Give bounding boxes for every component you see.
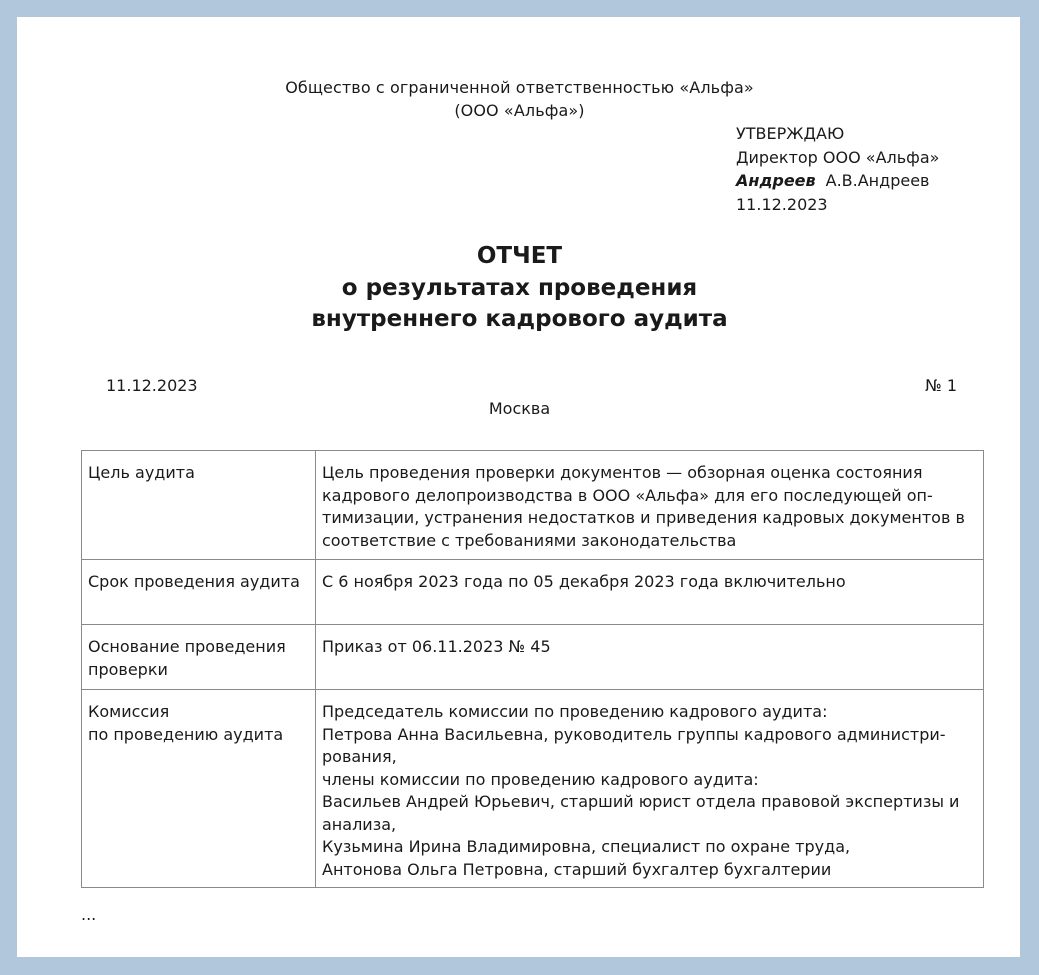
row-label xyxy=(82,690,316,888)
row-value: Цель проведения проверки документов — обзорная оценка состояния кадрового делопроизводства в ООО «Альфа» для его последующей оптимизации, устранения недостатков и приведения кадровых документов в соответствие с требованиями законодательства xyxy=(316,451,984,560)
row-label-line: Комиссия xyxy=(88,702,170,721)
document-number: № 1 xyxy=(925,376,957,395)
commission-member-line: Петрова Анна Васильевна, руководитель группы кадрового администри-рования, xyxy=(322,724,946,766)
row-label-line: по проведению аудита xyxy=(88,724,284,744)
row-value: Приказ от 06.11.2023 № 45 xyxy=(316,625,984,690)
table-row xyxy=(82,560,984,625)
document-title xyxy=(0,241,1039,336)
row-label: Срок проведения аудита xyxy=(82,560,316,625)
approval-block xyxy=(736,122,939,216)
continuation-ellipsis: ... xyxy=(81,905,97,924)
row-value: С 6 ноября 2023 года по 05 декабря 2023 года включительно xyxy=(316,560,984,625)
commission-member-line: Кузьмина Ирина Владимировна, специалист по охране труда, xyxy=(322,837,851,856)
row-label: Цель аудита xyxy=(82,451,316,560)
commission-member-line: Васильев Андрей Юрьевич, старший юрист отдела правовой экспертизы и анализа, xyxy=(322,792,960,834)
title-line-2: о результатах проведения xyxy=(341,274,698,301)
commission-member-line: члены комиссии по проведению кадрового аудита: xyxy=(322,769,759,789)
title-line-3: внутреннего кадрового аудита xyxy=(311,306,728,332)
title-line-1: ОТЧЕТ xyxy=(476,243,563,269)
audit-info-table xyxy=(81,450,984,888)
organization-full-name: Общество с ограниченной ответственностью «Альфа» xyxy=(285,78,754,97)
row-label: Основание проведения проверки xyxy=(82,625,316,690)
document-date: 11.12.2023 xyxy=(106,376,198,395)
table-row xyxy=(82,451,984,560)
document-city: Москва xyxy=(488,399,551,418)
row-value xyxy=(316,690,984,888)
organization-header xyxy=(0,76,1039,122)
approval-position: Директор ООО «Альфа» xyxy=(736,147,940,167)
table-row xyxy=(82,690,984,888)
table-row xyxy=(82,625,984,690)
approval-heading: УТВЕРЖДАЮ xyxy=(736,124,845,143)
commission-member-line: Председатель комиссии по проведению кадрового аудита: xyxy=(322,702,828,721)
signature: Андреев xyxy=(736,171,816,190)
commission-member-line: Антонова Ольга Петровна, старший бухгалтер бухгалтерии xyxy=(322,859,832,879)
organization-short-name: (ООО «Альфа») xyxy=(454,101,585,120)
approval-signature-line xyxy=(736,169,939,193)
approval-date: 11.12.2023 xyxy=(736,194,828,214)
signatory-name: А.В.Андреев xyxy=(825,171,930,190)
